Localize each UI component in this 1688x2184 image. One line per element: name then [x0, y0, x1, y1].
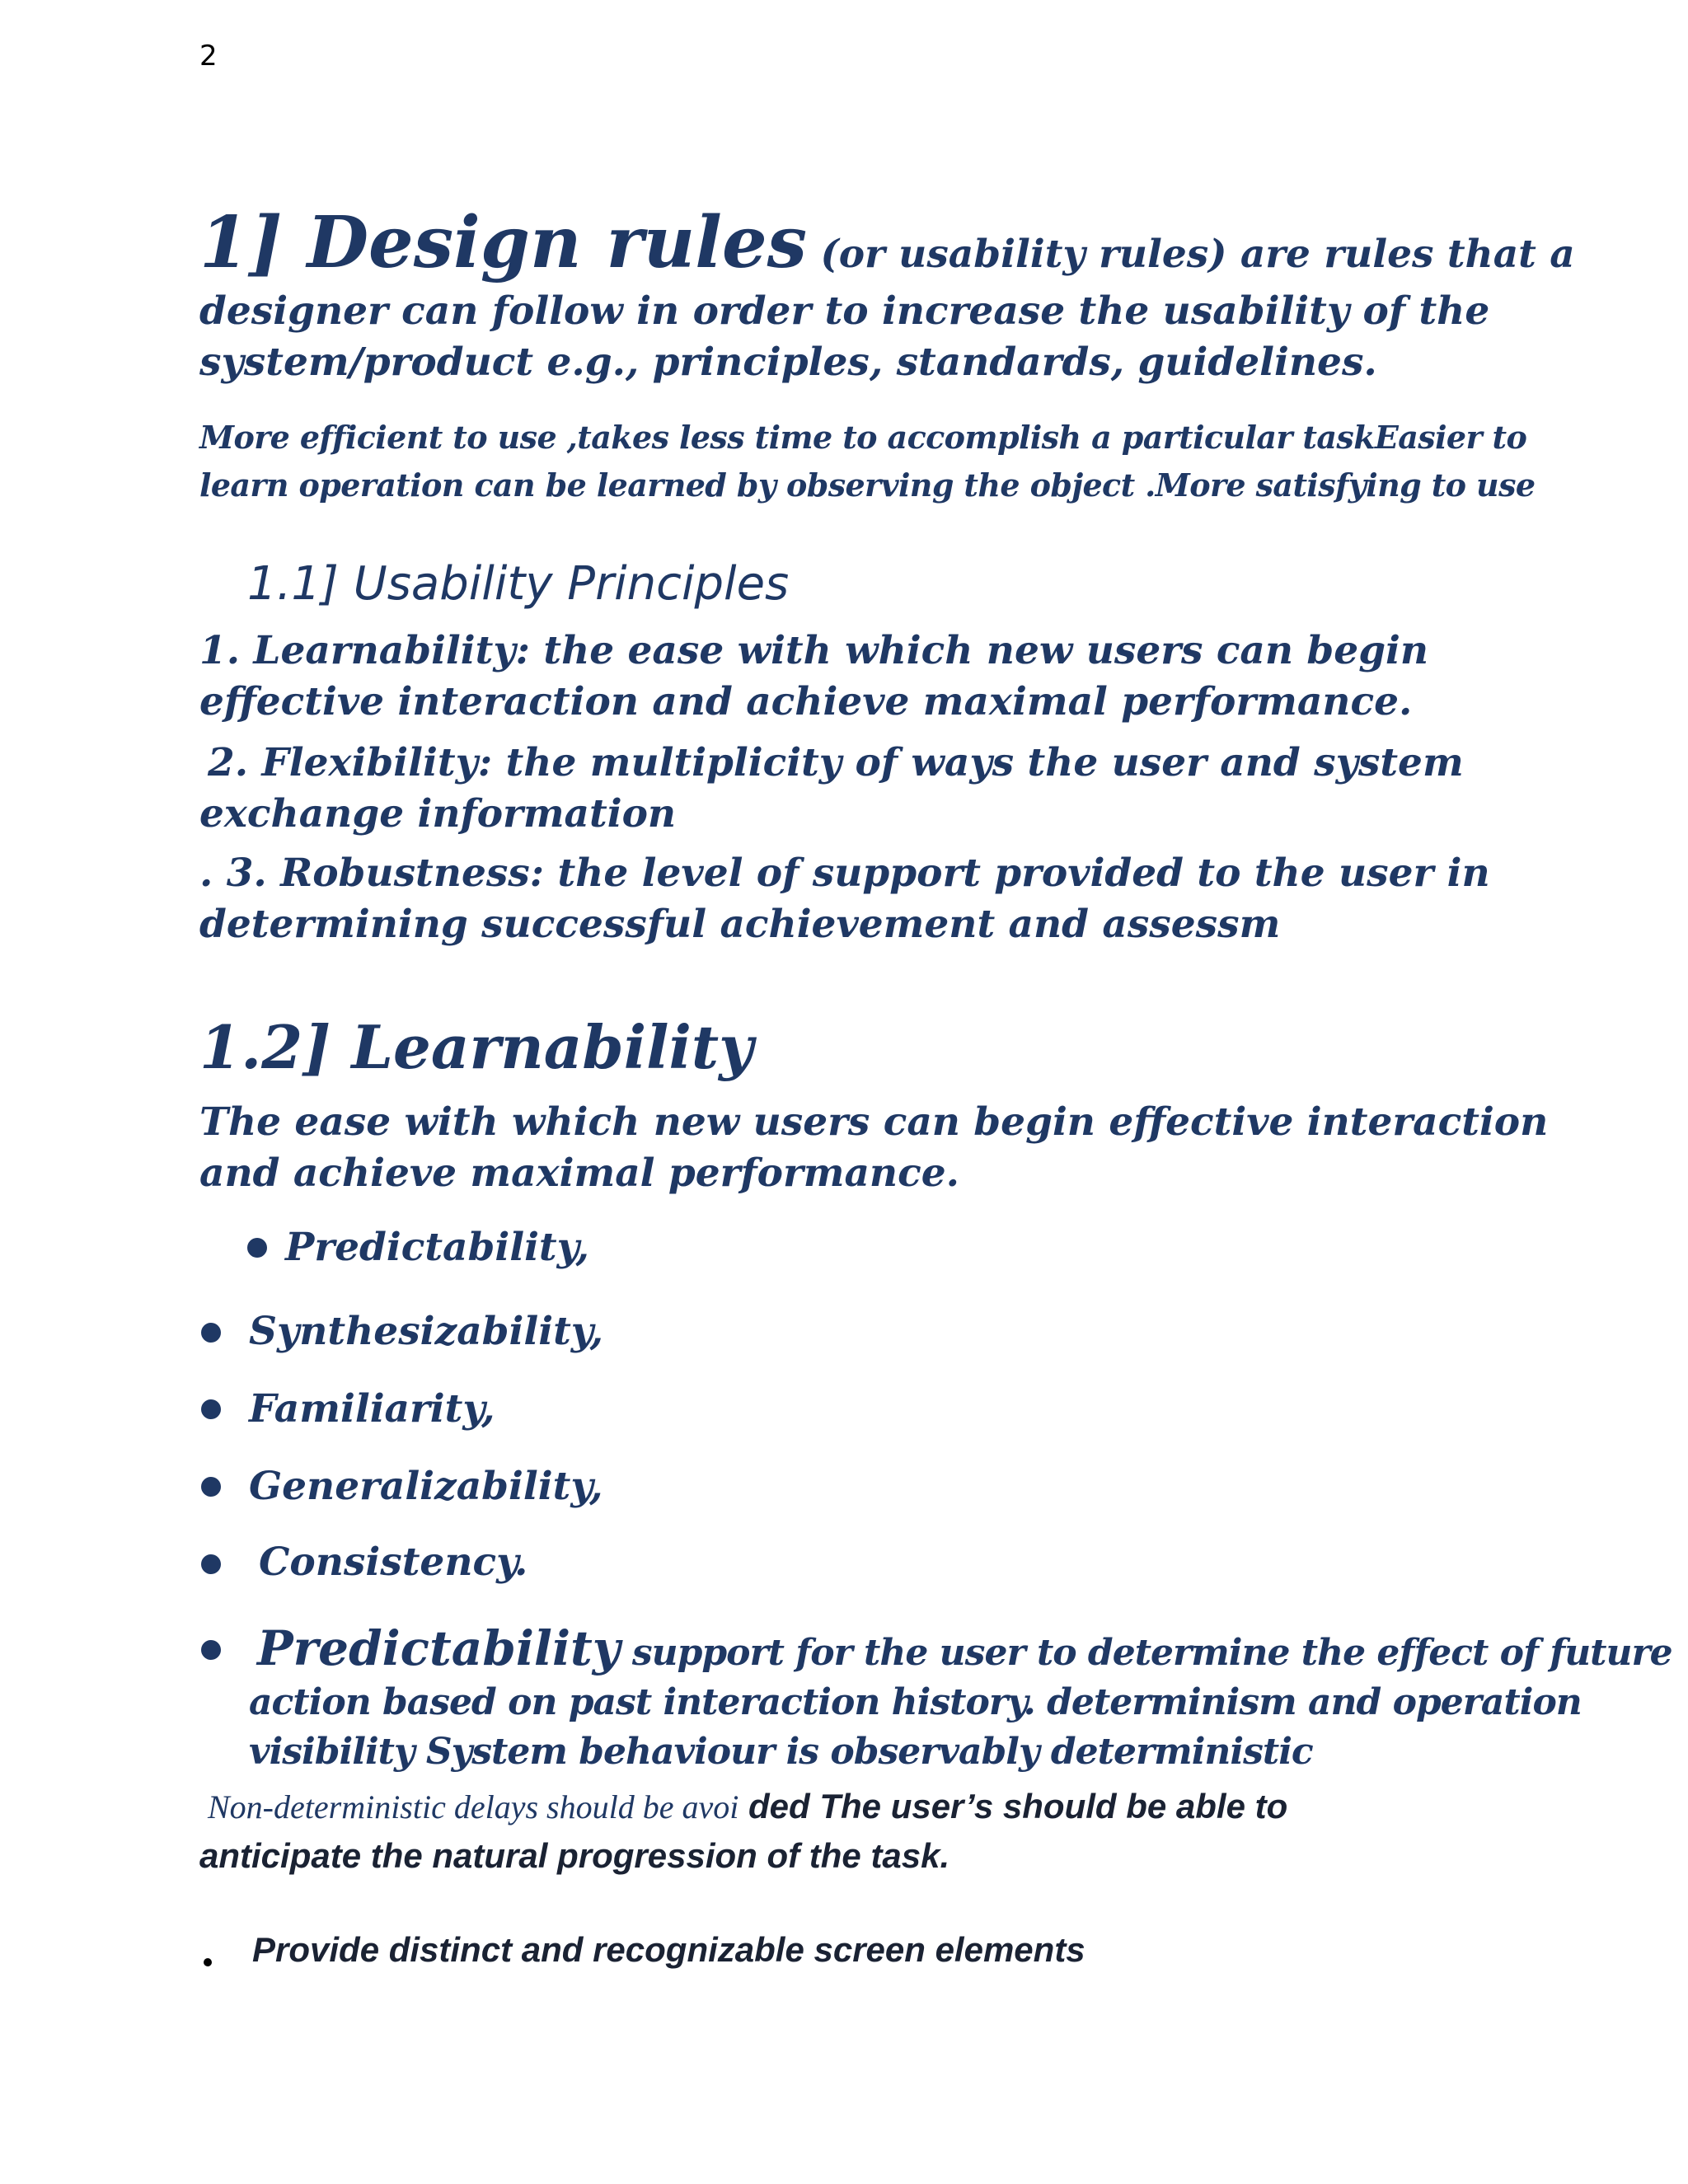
principle-2-line-2: exchange information	[199, 791, 677, 837]
section-1-heading-rest: or usability rules) are rules that a	[838, 232, 1575, 277]
section-1-note-line-1: More efficient to use ,takes less time to accomplish a particular taskEasier to	[199, 419, 1527, 456]
section-1-1-heading: 1.1] Usability Principles	[247, 557, 790, 611]
learnability-desc-line-2: and achieve maximal performance.	[199, 1151, 959, 1196]
last-bullet-item: Provide distinct and recognizable screen elements	[252, 1930, 1085, 1969]
section-1-heading-paren: (	[807, 232, 839, 277]
predictability-line-3: visibility System behaviour is observably deterministic	[249, 1731, 1313, 1773]
nondeterministic-line	[208, 1787, 1287, 1826]
learnability-desc-line-1: The ease with which new users can begin effective interaction	[199, 1099, 1549, 1145]
predictability-line-2: action based on past interaction history. determinism and operation	[249, 1681, 1582, 1723]
predictability-term: Predictability	[257, 1620, 621, 1676]
anticipate-line: anticipate the natural progression of the task.	[199, 1836, 950, 1875]
principle-1-line-1: 1. Learnability: the ease with which new users can begin	[199, 628, 1429, 673]
bullet-item-generalizability: Generalizability,	[249, 1464, 603, 1509]
bullet-item-predictability: Predictability,	[285, 1225, 589, 1270]
principle-3-line-1: . 3. Robustness: the level of support provided to the user in	[199, 851, 1490, 896]
bullet-item-synthesizability: Synthesizability,	[249, 1309, 603, 1354]
nondeterministic-text-plain: Non-deterministic delays should be avoi	[208, 1788, 739, 1825]
bullet-icon	[204, 1958, 212, 1966]
bullet-icon	[201, 1477, 221, 1497]
section-1-heading-main: 1] Design rules	[199, 201, 808, 284]
bullet-icon	[201, 1554, 221, 1574]
bullet-icon	[201, 1640, 221, 1660]
bullet-item-familiarity: Familiarity,	[249, 1386, 495, 1432]
nondeterministic-text-bold: ded The user’s should be able to	[738, 1787, 1288, 1825]
bullet-item-consistency: Consistency.	[259, 1540, 528, 1585]
section-1-line-2: designer can follow in order to increase the usability of the	[199, 288, 1490, 334]
section-1-2-heading: 1.2] Learnability	[199, 1012, 753, 1082]
principle-1-line-2: effective interaction and achieve maximal performance.	[199, 679, 1413, 724]
section-1-line-3: system/product e.g., principles, standards, guidelines.	[199, 340, 1377, 385]
bullet-icon	[201, 1323, 221, 1343]
bullet-icon	[247, 1238, 267, 1258]
principle-3-line-2: determining successful achievement and assessm	[199, 902, 1281, 947]
section-1-note-line-2: learn operation can be learned by observing the object .More satisfying to use	[199, 466, 1536, 504]
principle-2-line-1: 2. Flexibility: the multiplicity of ways the user and system	[208, 740, 1464, 785]
page-number: 2	[199, 40, 218, 73]
bullet-icon	[201, 1399, 221, 1419]
predictability-definition: support for the user to determine the effect of future	[620, 1632, 1672, 1674]
